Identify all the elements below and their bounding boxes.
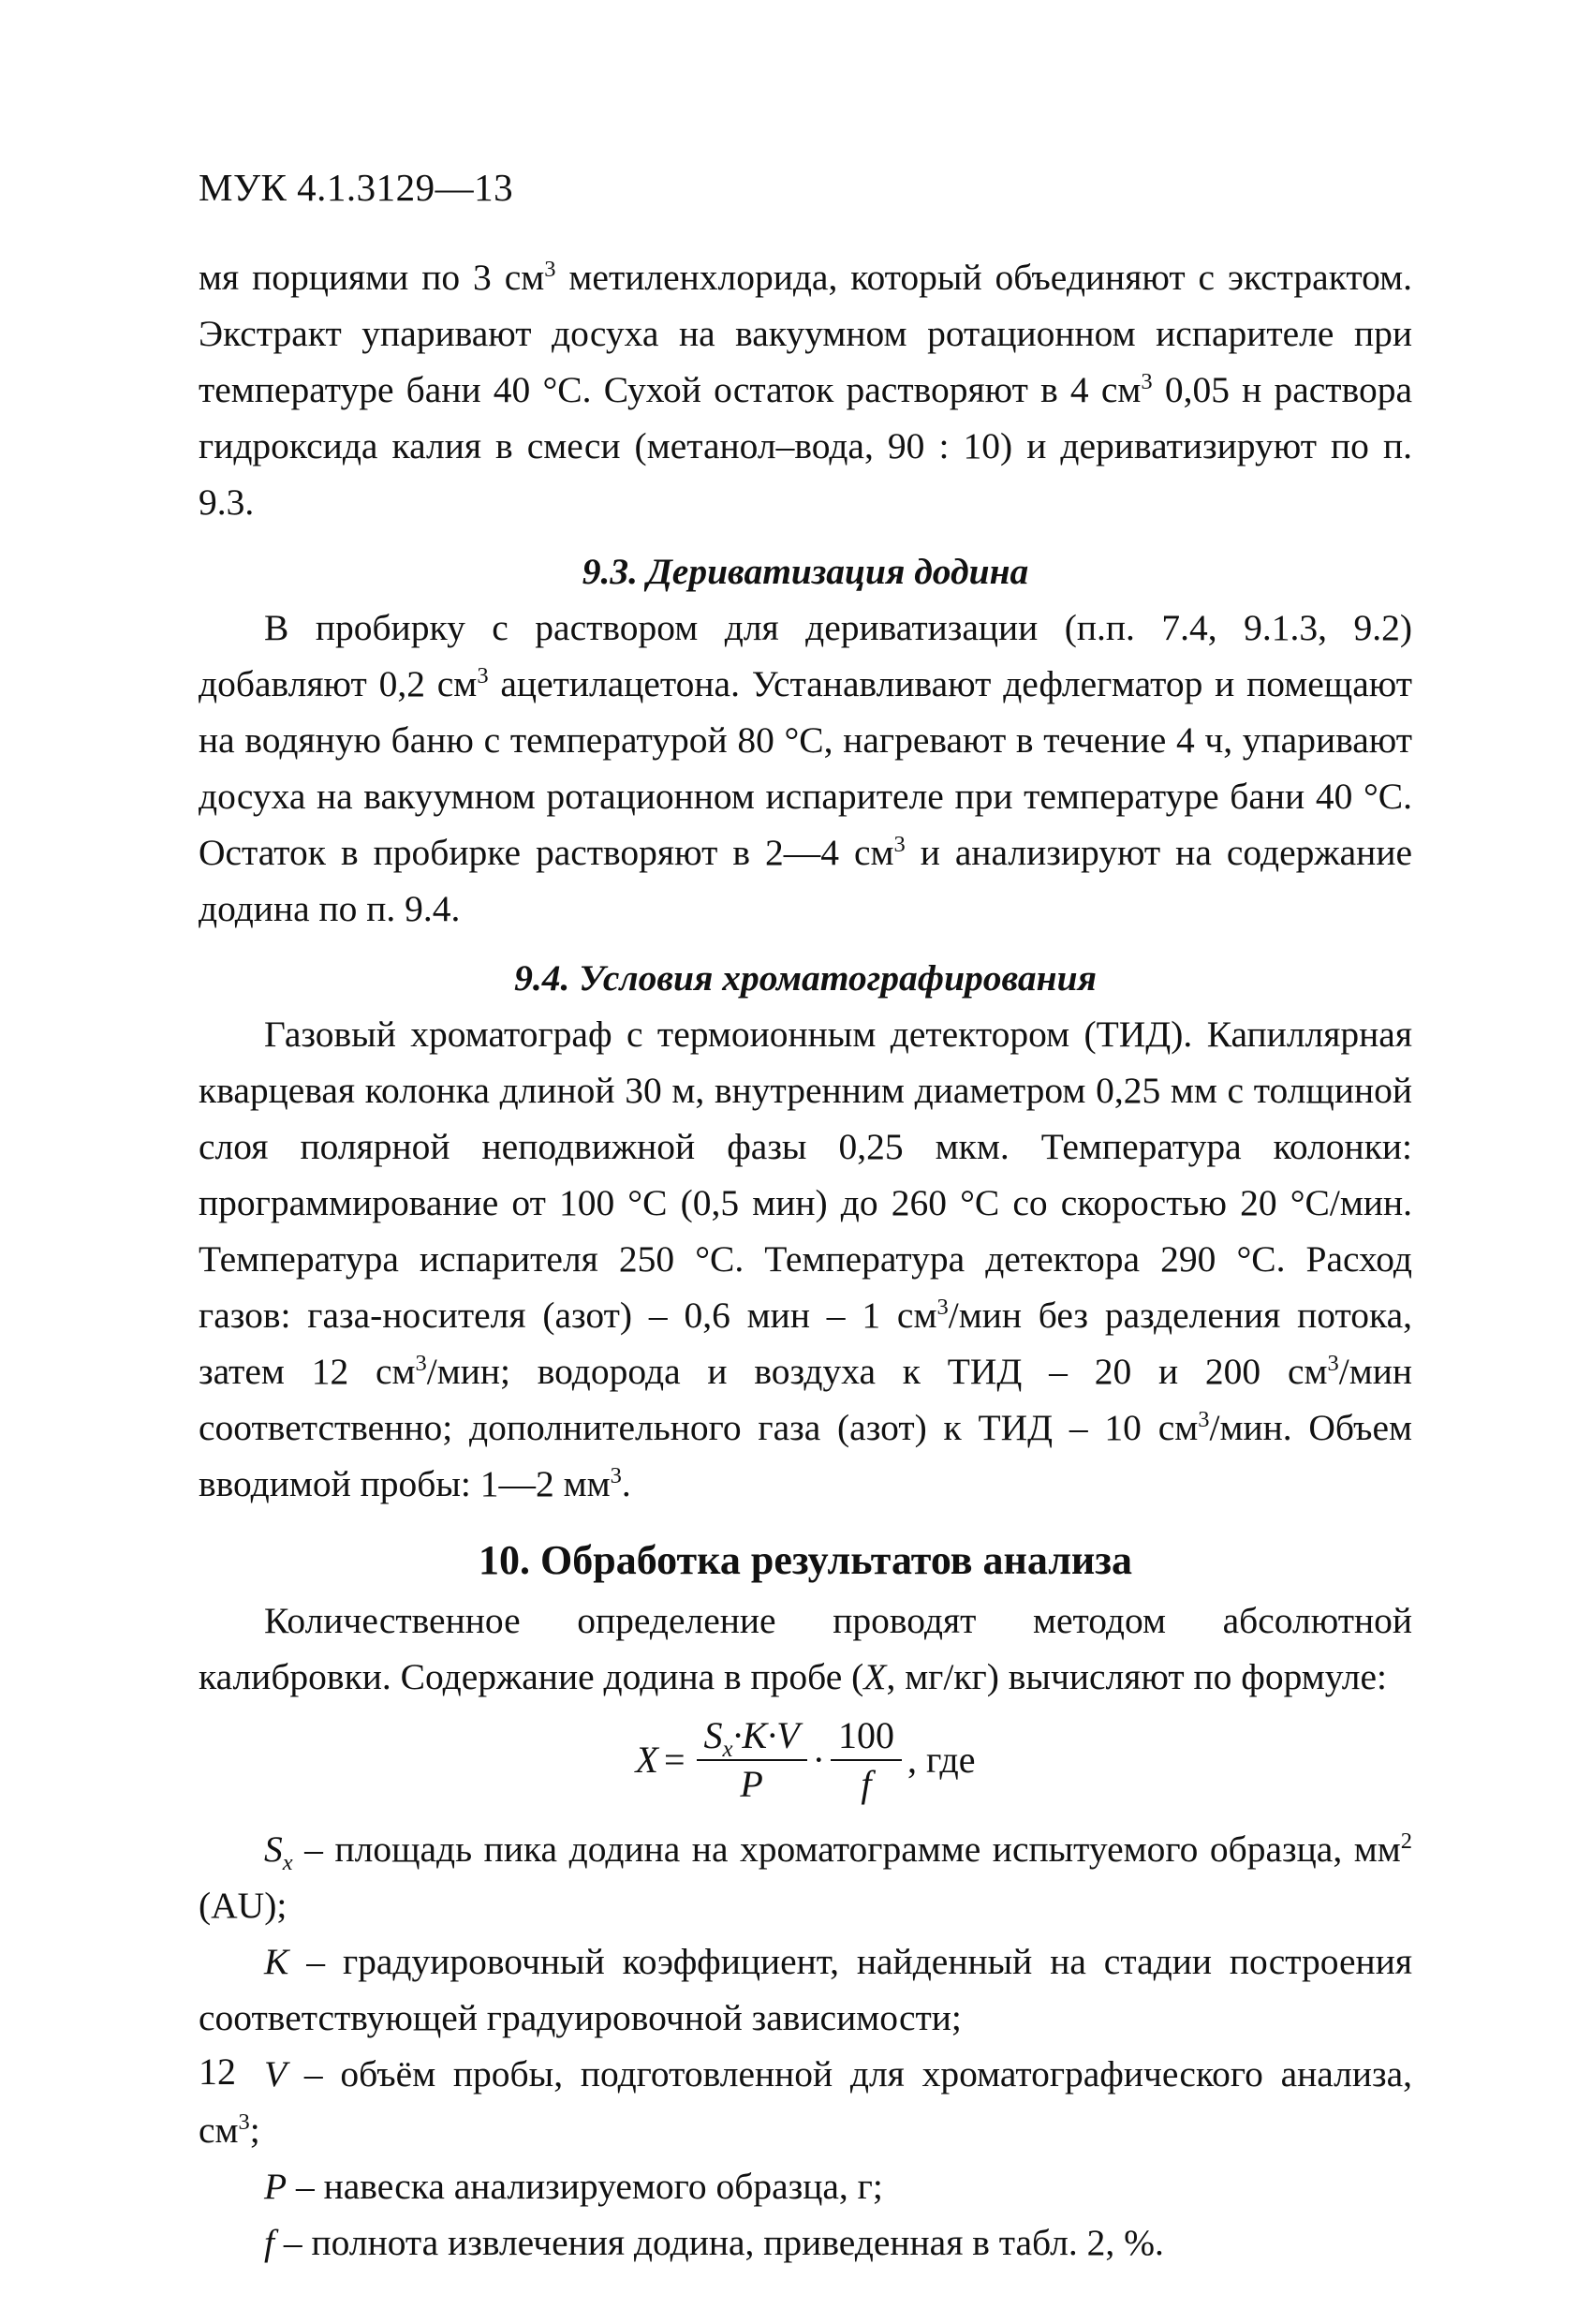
section-10-intro: Количественное определение проводят методом абсолютной калибровки. Содержание додина в пробе (X, мг/кг) вычисляют по формуле: bbox=[199, 1600, 1412, 1697]
legend-p: P – навеска анализируемого образца, г; bbox=[264, 2166, 883, 2207]
legend-k: K – градуировочный коэффициент, найденный на стадии построения соответствующей градуировочной зависимости; bbox=[199, 1941, 1412, 2038]
formula bbox=[199, 1712, 1412, 1808]
legend-sx: $S_x$ – площадь пика додина на хроматограмме испытуемого образца, $мм^2$ (AU); bbox=[199, 1828, 1412, 1926]
section-9-4-heading: 9.4. Условия хроматографирования bbox=[514, 957, 1097, 999]
section-9-3-heading: 9.3. Дериватизация додина bbox=[582, 551, 1029, 592]
formula-legend bbox=[199, 1821, 1412, 2271]
formula-suffix: , где bbox=[907, 1739, 976, 1781]
document-page bbox=[199, 159, 1412, 2271]
formula-equals: = bbox=[663, 1739, 685, 1781]
section-9-3-text: В пробирку с раствором для дериватизации (п.п. 7.4, 9.1.3, 9.2) добавляют 0,2 $см^3$ ацетилацетона. Устанавливают дефлегматор и помещают на водяную баню с температурой 80 °С, нагревают в течение 4 ч, упаривают досуха на вакуумном ротационном испарителе при температуре бани 40 °С. Остаток в пробирке растворяют в 2—4 $см^3$ и анализируют на содержание додина по п. 9.4. bbox=[199, 607, 1412, 929]
legend-f: f – полнота извлечения додина, приведенная в табл. 2, %. bbox=[264, 2222, 1164, 2263]
section-10-heading: 10. Обработка результатов анализа bbox=[479, 1537, 1132, 1583]
formula-fraction-1: $\frac{S_x\cdot K\cdot V}{P}$ bbox=[697, 1712, 807, 1808]
formula-dot: · bbox=[812, 1739, 825, 1781]
paragraph-continuation: мя порциями по 3 $см^3$ метиленхлорида, который объединяют с экстрактом. Экстракт упаривают досуха на вакуумном ротационном испарителе при температуре бани 40 °С. Сухой остаток растворяют в 4 $см^3$ 0,05 н раствора гидроксида калия в смеси (метанол–вода, 90 : 10) и дериватизируют по п. 9.3. bbox=[199, 256, 1412, 523]
page-number: 12 bbox=[199, 2050, 236, 2093]
formula-fraction-2: $\frac{100}{f}$ bbox=[831, 1712, 902, 1808]
legend-v: V – объём пробы, подготовленной для хроматографического анализа, $см^3$; bbox=[199, 2053, 1412, 2151]
formula-lhs: X bbox=[635, 1739, 658, 1781]
section-9-4-text: Газовый хроматограф с термоионным детектором (ТИД). Капиллярная кварцевая колонка длиной 30 м, внутренним диаметром 0,25 мм с толщиной слоя полярной неподвижной фазы 0,25 мкм. Температура колонки: программирование от 100 °С (0,5 мин) до 260 °С со скоростью 20 °С/мин. Температура испарителя 250 °С. Температура детектора 290 °С. Расход газов: газа-носителя (азот) – 0,6 мин – 1 $см^3$/мин без разделения потока, затем 12 $см^3$/мин; водорода и воздуха к ТИД – 20 и 200 $см^3$/мин соответственно; дополнительного газа (азот) к ТИД – 10 $см^3$/мин. Объем вводимой пробы: 1—2 $мм^3$. bbox=[199, 1014, 1413, 1504]
document-header: МУК 4.1.3129—13 bbox=[199, 166, 514, 209]
